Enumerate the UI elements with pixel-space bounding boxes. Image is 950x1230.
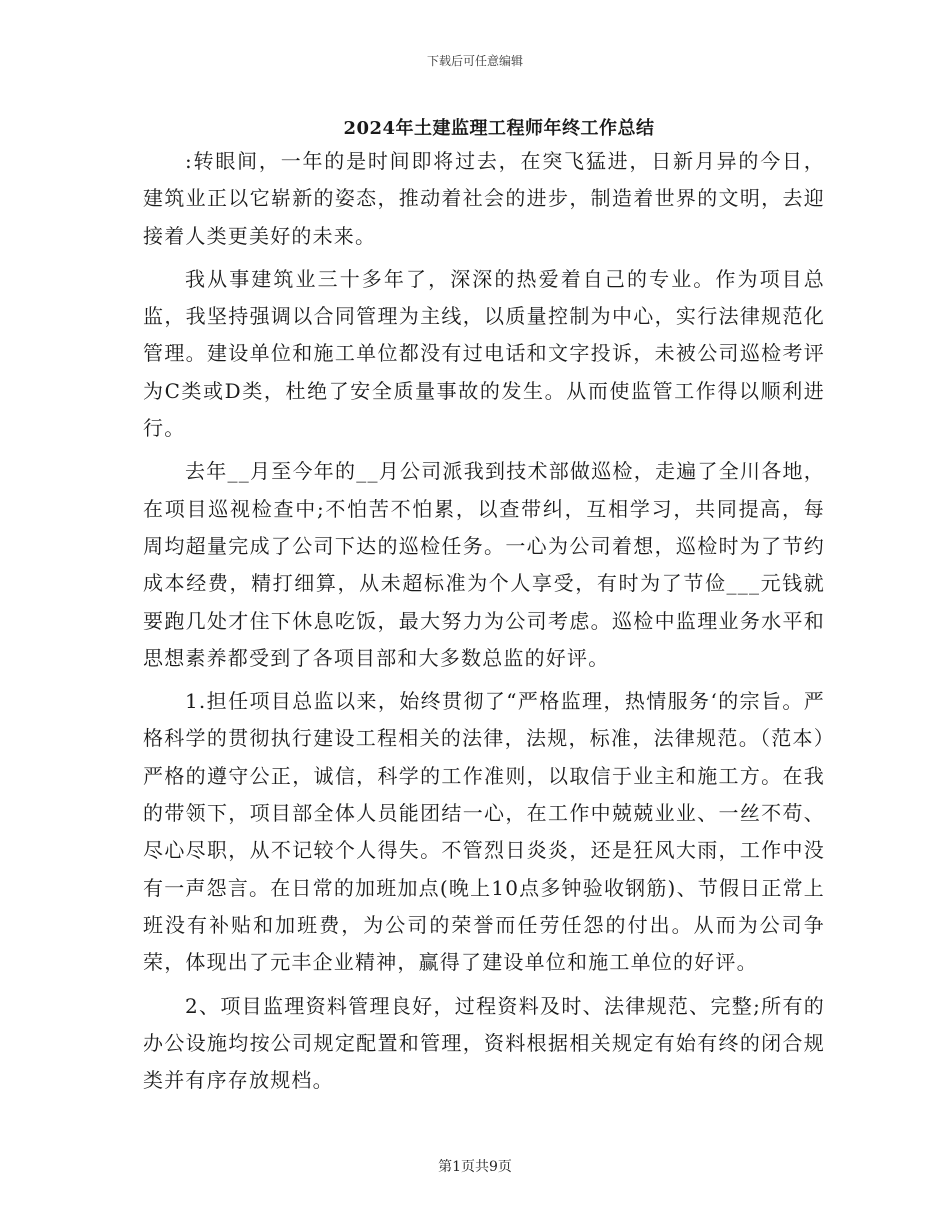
header-note: 下载后可任意编辑 [426,54,523,68]
paragraph-inspection: 去年__月至今年的__月公司派我到技术部做巡检，走遍了全川各地，在项目巡视检查中;不怕苦不怕累，以查带纠，互相学习，共同提高，每周均超量完成了公司下达的巡检任务。一心为公司着想，巡检时为了节约成本经费，精打细算，从未超标准为个人享受，有时为了节俭___元钱就要跑几处才住下休息吃饭，最大努力为公司考虑。巡检中监理业务水平和思想素养都受到了各项目部和大多数总监的好评。 [143,459,825,670]
paragraph-item-2: 2、项目监理资料管理良好，过程资料及时、法律规范、完整;所有的办公设施均按公司规定配置和管理，资料根据相关规定有始有终的闭合规类并有序存放规档。 [143,993,825,1093]
paragraph-intro: :转眼间，一年的是时间即将过去，在突飞猛进，日新月异的今日，建筑业正以它崭新的姿态，推动着社会的进步，制造着世界的文明，去迎接着人类更美好的未来。 [143,149,825,248]
page-footer: 第1页共9页 [438,1159,512,1175]
document-title: 2024年土建监理工程师年终工作总结 [343,118,655,139]
paragraph-item-1: 1.担任项目总监以来，始终贯彻了“严格监理，热情服务‘的宗旨。严格科学的贯彻执行建设工程相关的法律，法规，标准，法律规范。（范本）严格的遵守公正，诚信，科学的工作准则，以取信于业主和施工方。在我的带领下，项目部全体人员能团结一心，在工作中兢兢业业、一丝不苟、尽心尽职，从不记较个人得失。不管烈日炎炎，还是狂风大雨，工作中没有一声怨言。在日常的加班加点(晚上10点多钟验收钢筋)、节假日正常上班没有补贴和加班费，为公司的荣誉而任劳任怨的付出。从而为公司争荣，体现出了元丰企业精神，赢得了建设单位和施工单位的好评。 [143,689,825,975]
paragraph-career: 我从事建筑业三十多年了，深深的热爱着自己的专业。作为项目总监，我坚持强调以合同管理为主线，以质量控制为中心，实行法律规范化管理。建设单位和施工单位都没有过电话和文字投诉，未被公司巡检考评为C类或D类，杜绝了安全质量事故的发生。从而使监管工作得以顺利进行。 [143,266,825,441]
document-body [143,143,825,1099]
